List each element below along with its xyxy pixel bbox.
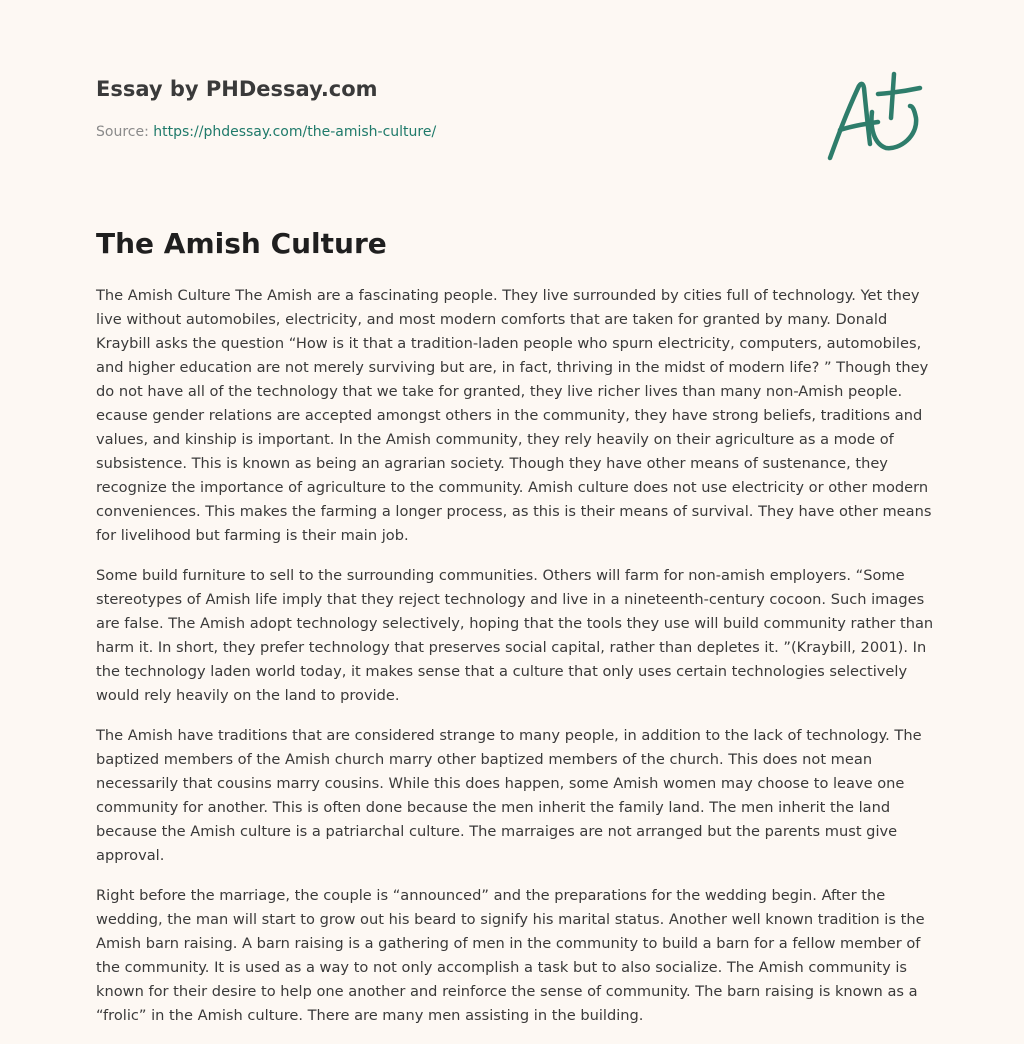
source-line [96, 122, 796, 142]
article-title: The Amish Culture [96, 227, 387, 260]
page-header [96, 74, 796, 142]
paragraph: The Amish Culture The Amish are a fascinating people. They live surrounded by cities full of technology. Yet they live without automobiles, electricity, and most modern comforts that are taken for granted by many. Donald Kraybill asks the question “How is it that a tradition-laden people who spurn electricity, computers, automobiles, and higher education are not merely surviving but are, in fact, thriving in the midst of modern life? ” Though they do not have all of the technology that we take for granted, they live richer lives than many non-Amish people. ecause gender relations are accepted amongst others in the community, they have strong beliefs, traditions and values, and kinship is important. In the Amish community, they rely heavily on their agriculture as a mode of subsistence. This is known as being an agrarian society. Though they have other means of sustenance, they recognize the importance of agriculture to the community. Amish culture does not use electricity or other modern conveniences. This makes the farming a longer process, as this is their means of survival. They have other means for livelihood but farming is their main job. [96, 287, 932, 544]
paragraph: The Amish have traditions that are considered strange to many people, in addition to the lack of technology. The baptized members of the Amish church marry other baptized members of the church. This does not mean necessarily that cousins marry cousins. While this does happen, some Amish women may choose to leave one community for another. This is often done because the men inherit the family land. The men inherit the land because the Amish culture is a patriarchal culture. The marraiges are not arranged but the parents must give approval. [96, 727, 922, 864]
source-label: Source: [96, 124, 149, 140]
paragraph: Right before the marriage, the couple is “announced” and the preparations for the wedding begin. After the wedding, the man will start to grow out his beard to signify his marital status. Another well known tradition is the Amish barn raising. A barn raising is a gathering of men in the community to build a barn for a fellow member of the community. It is used as a way to not only accomplish a task but to also socialize. The Amish community is known for their desire to help one another and reinforce the sense of community. The barn raising is known as a “frolic” in the Amish culture. There are many men assisting in the building. [96, 887, 925, 1024]
brand-title: Essay by PHDessay.com [96, 77, 378, 101]
source-link[interactable]: https://phdessay.com/the-amish-culture/ [153, 124, 437, 140]
a-plus-logo-icon [820, 66, 930, 166]
article-body [96, 284, 936, 1044]
paragraph: Some build furniture to sell to the surrounding communities. Others will farm for non-amish employers. “Some stereotypes of Amish life imply that they reject technology and live in a nineteenth-century cocoon. Such images are false. The Amish adopt technology selectively, hoping that the tools they use will build community rather than harm it. In short, they prefer technology that preserves social capital, rather than depletes it. ”(Kraybill, 2001). In the technology laden world today, it makes sense that a culture that only uses certain technologies selectively would rely heavily on the land to provide. [96, 567, 934, 704]
